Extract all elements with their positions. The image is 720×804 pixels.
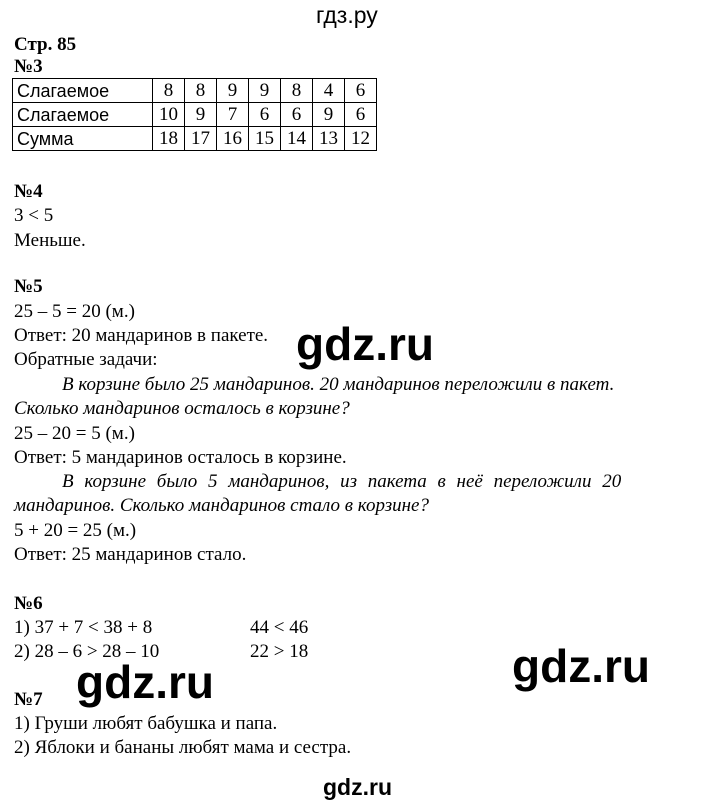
table-cell: 8 (153, 79, 185, 103)
table-cell: 14 (281, 127, 313, 151)
watermark-left: gdz.ru (76, 656, 214, 708)
task7-line: 2) Яблоки и бананы любят мама и сестра. (14, 737, 352, 758)
table-cell: 9 (217, 79, 249, 103)
task5-title: №5 (14, 276, 43, 297)
table-cell: 8 (281, 79, 313, 103)
table-cell: 6 (345, 79, 377, 103)
comparison-right: 22 > 18 (250, 641, 309, 662)
task5-calc: 25 – 5 = 20 (м.) (14, 301, 135, 322)
table-cell: 17 (185, 127, 217, 151)
table-cell: 6 (345, 103, 377, 127)
table-cell: 6 (281, 103, 313, 127)
inverse-problem-text: мандаринов. Сколько мандаринов стало в корзине? (14, 495, 429, 516)
table-cell: 16 (217, 127, 249, 151)
table-cell: 7 (217, 103, 249, 127)
table-cell: 9 (249, 79, 281, 103)
inverse-problem-text: Сколько мандаринов осталось в корзине? (14, 398, 350, 419)
table-cell: 8 (185, 79, 217, 103)
table-row (13, 127, 377, 151)
task3-title: №3 (14, 56, 43, 77)
table-cell: 9 (313, 103, 345, 127)
inverse-problems-label: Обратные задачи: (14, 349, 158, 370)
task5-calc: 25 – 20 = 5 (м.) (14, 423, 135, 444)
table-cell: 13 (313, 127, 345, 151)
watermark-footer: gdz.ru (323, 774, 392, 800)
table-cell: 9 (185, 103, 217, 127)
page-number: Стр. 85 (14, 34, 77, 55)
table-cell: 12 (345, 127, 377, 151)
addition-table (12, 78, 377, 151)
task7-line: 1) Груши любят бабушка и папа. (14, 713, 278, 734)
watermark-right: gdz.ru (512, 640, 650, 692)
row-label: Слагаемое (13, 103, 153, 127)
comparison-right: 44 < 46 (250, 617, 309, 638)
task4-line: 3 < 5 (14, 205, 54, 226)
task4-line: Меньше. (14, 230, 86, 251)
table-cell: 15 (249, 127, 281, 151)
table-cell: 4 (313, 79, 345, 103)
table-cell: 10 (153, 103, 185, 127)
site-header-watermark: гдз.ру (316, 2, 378, 28)
table-cell: 18 (153, 127, 185, 151)
table-cell: 6 (249, 103, 281, 127)
task4-title: №4 (14, 181, 43, 202)
table-row (13, 79, 377, 103)
task7-title: №7 (14, 689, 43, 710)
inverse-problem-text: В корзине было 5 мандаринов, из пакета в неё переложили 20 (62, 471, 622, 492)
row-label: Сумма (13, 127, 153, 151)
comparison-left: 2) 28 – 6 > 28 – 10 (14, 641, 160, 662)
task6-title: №6 (14, 593, 43, 614)
table-row (13, 103, 377, 127)
row-label: Слагаемое (13, 79, 153, 103)
task5-answer: Ответ: 20 мандаринов в пакете. (14, 325, 269, 346)
task5-answer: Ответ: 25 мандаринов стало. (14, 544, 247, 565)
watermark-center: gdz.ru (296, 318, 434, 370)
task5-calc: 5 + 20 = 25 (м.) (14, 520, 137, 541)
comparison-left: 1) 37 + 7 < 38 + 8 (14, 617, 153, 638)
inverse-problem-text: В корзине было 25 мандаринов. 20 мандаринов переложили в пакет. (62, 374, 615, 395)
task5-answer: Ответ: 5 мандаринов осталось в корзине. (14, 447, 347, 468)
